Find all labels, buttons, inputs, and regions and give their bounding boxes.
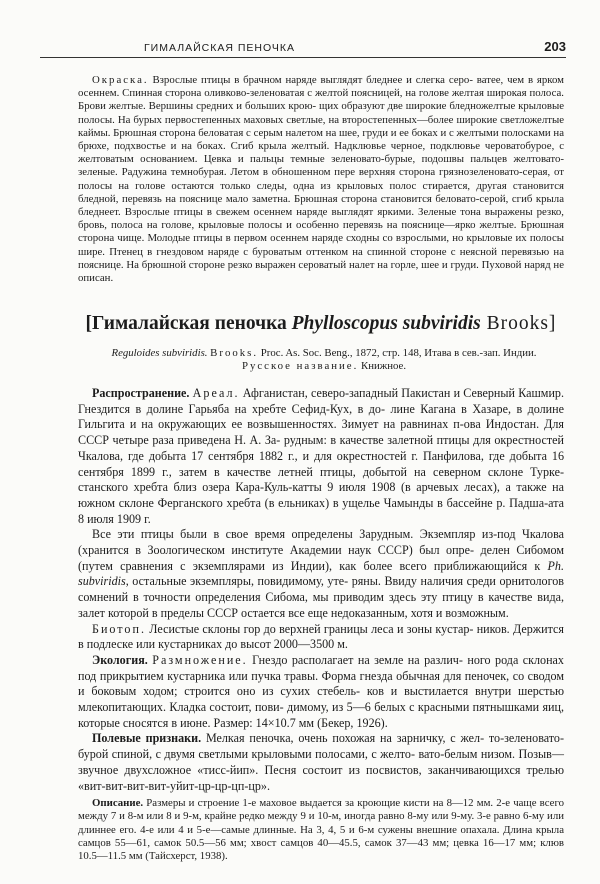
ecology-paragraph (78, 653, 564, 732)
ecology-heading: Экология. (92, 652, 148, 667)
field-marks-text: Мелкая пеночка, очень похожая на зарничку, с жел- то-зеленовато-бурой спиной, с двумя светлыми крыловыми полосами, с желто- вато-белым низом. Позыв—звучное двухсложное «тисс-йип». Песня состоит из посвистов, заканчивающихся трелью «вит-вит-вит-вит-уйит-цр-цр-цп-цр». (78, 731, 565, 793)
field-marks-paragraph (78, 731, 564, 794)
description-heading: Описание. (92, 797, 144, 810)
description-text: Размеры и строение 1-е маховое выдается за кроющие кисти на 8—12 мм. 2-е чаще всего между 7 и 8-м или 8 и 9-м, крайне редко между 9 и 10-м, иногда равно 8-му или 9-му. 3-е равно 6-му или длиннее его. 4-е или 4 и 5-е—самые длинные. На 3, 4, 5 и 6-м сужены внешние опахала. Длина крыла самцов 55—61, самок 50.5—56 мм; хвост самцов 40—45.5, самок 37—43 мм; цевка 16—17 мм; клюв 10.5—11.5 мм (Тайсхерст, 1938). (78, 797, 564, 863)
species-title (66, 313, 576, 335)
breeding-label: Размножение. (152, 652, 248, 667)
species-title-author: Brooks] (480, 313, 557, 334)
distribution-heading: Распространение. (92, 386, 190, 400)
species-title-latin: Phylloscopus subviridis (291, 313, 481, 334)
russian-name-label: Русское название. (241, 360, 359, 372)
coloration-section (78, 74, 564, 285)
page-number: 203 (544, 39, 566, 54)
species-title-lead: [Гималайская пеночка (85, 313, 292, 334)
ecology-text: Гнездо располагает на земле на различ- ного рода склонах под прикрытием кустарника или пучка травы. Форма гнезда обычная для пеночек, со сводом и боковым ходом; строится оно из сухих стебель- ков и выстилается внутри шерстью млекопитающих. Кладка состоит, пови- димому, из 5—6 белых с красными пятнышками яиц, которые сносятся в июне. Размер: 14×10.7 мм (Бекер, 1926). (78, 652, 564, 730)
identification-latin: Ph. subviridis (78, 558, 564, 589)
russian-name: Книжное. (361, 360, 407, 372)
coloration-text: Взрослые птицы в брачном наряде выглядят бледнее и слегка серо- ватее, чем в ярком осеннем. Спинная сторона оливково-зеленоватая с желтой поясницей, на голове желтая широкая полоса. Брови желтые. Вершины средних и больших крою- щих образуют две широкие бледножелтые крыловые полосы. На бурых первостепенных маховых светлые, на второстепенных—более широкие светложелтые каймы. Брюшная сторона беловатая с серым налетом на шее, груди и ее боках и с желтыми полосками на брюхе, подхвостье и на боках. Сгиб крыла желтый. Надклювье черное, подклювье чероватобурое, с желтоватым основанием. Цевка и пальцы темные зеленовато-бурые, подошвы пальцев желтовато-зеленые. Радужина темнобурая. Летом в обношенном пере верхняя сторона грязнозеленовато-серая, от полосы на голове остаются только следы, одна из крыловых полос стирается, другая становится бледной, перевязь на пояснице мало заметна. Брюшная сторона становится беловато-серой, сгиб крыла бледнеет. Взрослые птицы в свежем осеннем наряде выглядят яркими. Зеленые тона выражены резко, бровь, полоса на голове, крыловые полосы и особенно перевязь на пояснице—ярко желтые. Брюшная сторона чище. Молодые птицы в первом осеннем наряде сходны со взрослыми, но крыловые их полосы шире. Птенец в гнездовом наряде с буроватым оттенком на спинной стороне с неясной перевязью на пояснице. На брюшной стороне резко выражен сероватый налет на горле, шее и груди. Пуховой наряд не описан. (78, 74, 564, 285)
description-paragraph (78, 797, 564, 863)
running-title: ГИМАЛАЙСКАЯ ПЕНОЧКА (144, 42, 296, 54)
biotope-label: Биотоп. (92, 621, 146, 636)
identification-text-start: Все эти птицы были в свое время определены Зарудным. Экземпляр из-под Чкалова (хранится в Зоологическом институте Академии наук СССР) был опре- делен Сибомом (путем сравнения с экземплярами из Индии), как более всего приближающийся к (78, 527, 564, 573)
synonym-reference: Proc. As. Soc. Beng., 1872, стр. 148, Итава в сев.-зап. Индии. (260, 347, 537, 359)
identification-paragraph (78, 527, 564, 621)
distribution-paragraph (78, 386, 564, 527)
field-marks-heading: Полевые признаки. (92, 731, 202, 746)
page-header (40, 28, 566, 58)
synonym-author: Brooks. (210, 347, 259, 359)
synonym-block (92, 347, 556, 373)
synonym-line (92, 347, 556, 360)
russian-name-line (92, 360, 556, 373)
areal-label: Ареал. (192, 386, 240, 400)
coloration-paragraph (78, 74, 564, 285)
biotope-text: Лесистые склоны гор до верхней границы леса и зоны кустар- ников. Держится в подлеске или кустарниках до высот 2000—3500 м. (78, 621, 564, 652)
biotope-paragraph (78, 622, 564, 653)
main-text (78, 386, 564, 863)
coloration-label: Окраска. (92, 74, 149, 86)
synonym-latin: Reguloides subviridis. (111, 347, 208, 359)
distribution-text: Афганистан, северо-западный Пакистан и Северный Кашмир. Гнездится в долине Гарьяба на хребте Сефид-Кух, в до- лине Кагана в Хазаре, в долине Гильгита и на окружающих ее возвышенностях. Зимует на равнинах п-ова Индостан. Для СССР четыре раза приведена Н. А. За- рудным: в качестве залетной птицы для окрестностей Чкалова, где добыта 17 сентября 1882 г., и для окрестностей г. Панфилова, где добыта 16 сентября 1899 г., затем в качестве летней птицы, добытой на северном склоне Турке- станского хребта близ озера Кара-Куль-катты 9 июля 1908 (в арчевых лесах), а также на южном склоне Ферганского хребта (в ельниках) в ущелье Чамынды в бассейне р. Падша-ата 8 июля 1909 г. (78, 386, 565, 526)
identification-text-end: , остальные экземпляры, повидимому, уте- ряны. Ввиду наличия среди орнитологов сомнений в точности определения Сибома, мы приводим здесь эту птицу в качестве вида, залет которой в пределы СССР остается все еще недоказанным, хотя и возможным. (78, 574, 564, 620)
